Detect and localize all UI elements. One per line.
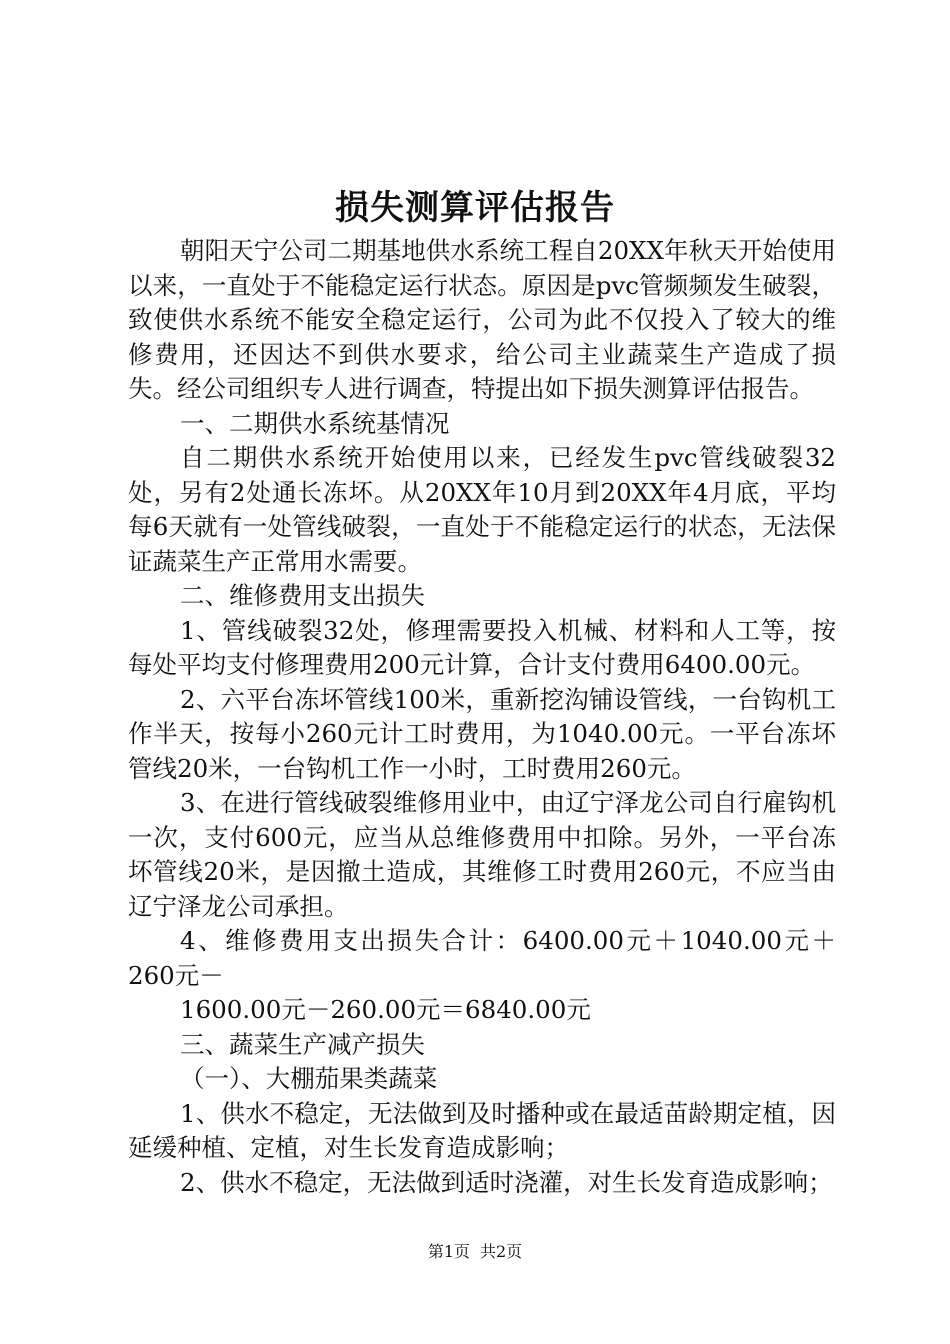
document-title: 损失测算评估报告 bbox=[335, 188, 615, 228]
subsection-heading-1: （一）、大棚茄果类蔬菜 bbox=[180, 1064, 438, 1093]
cost-item-2: 2、六平台冻坏管线100米，重新挖沟铺设管线，一台钩机工作半天，按每小260元计工时费用，为1040.00元。一平台冻坏管线20米，一台钩机工作一小时，工时费用260元。 bbox=[128, 684, 836, 783]
section-heading-3: 三、蔬菜生产减产损失 bbox=[180, 1029, 425, 1059]
intro-paragraph: 朝阳天宁公司二期基地供水系统工程自20XX年秋天开始使用以来，一直处于不能稳定运行状态。原因是pvc管频频发生破裂，致使供水系统不能安全稳定运行，公司为此不仅投入了较大的维修费用，还因达不到供水要求，给公司主业蔬菜生产造成了损失。经公司组织专人进行调查，特提出如下损失测算评估报告。 bbox=[128, 236, 836, 403]
cost-item-3: 3、在进行管线破裂维修用业中，由辽宁泽龙公司自行雇钩机一次，支付600元，应当从总维修费用中扣除。另外，一平台冻坏管线20米，是因撤土造成，其维修工时费用260元，不应当由辽宁泽龙公司承担。 bbox=[128, 788, 836, 921]
page-total: 共2页 bbox=[480, 1242, 523, 1261]
cost-item-1: 1、管线破裂32处，修理需要投入机械、材料和人工等，按每处平均支付修理费用200元计算，合计支付费用6400.00元。 bbox=[128, 615, 836, 679]
impact-item-1: 1、供水不稳定，无法做到及时播种或在最适苗龄期定植，因延缓种植、定植，对生长发育造成影响； bbox=[128, 1098, 836, 1162]
page-footer bbox=[0, 1240, 950, 1264]
cost-total-line-2: 1600.00元－260.00元＝6840.00元 bbox=[180, 995, 591, 1024]
page-number: 第1页 bbox=[427, 1242, 470, 1261]
cost-total-line-1: 4、维修费用支出损失合计：6400.00元＋1040.00元＋260元－ bbox=[128, 926, 836, 990]
impact-item-2: 2、供水不稳定，无法做到适时浇灌，对生长发育造成影响； bbox=[180, 1167, 833, 1197]
section-heading-1: 一、二期供水系统基情况 bbox=[180, 408, 450, 438]
section-heading-2: 二、维修费用支出损失 bbox=[180, 581, 425, 610]
section-1-paragraph: 自二期供水系统开始使用以来，已经发生pvc管线破裂32处，另有2处通长冻坏。从20XX年10月到20XX年4月底，平均每6天就有一处管线破裂，一直处于不能稳定运行的状态，无法保证蔬菜生产正常用水需要。 bbox=[128, 443, 836, 576]
document-body bbox=[128, 234, 836, 1200]
